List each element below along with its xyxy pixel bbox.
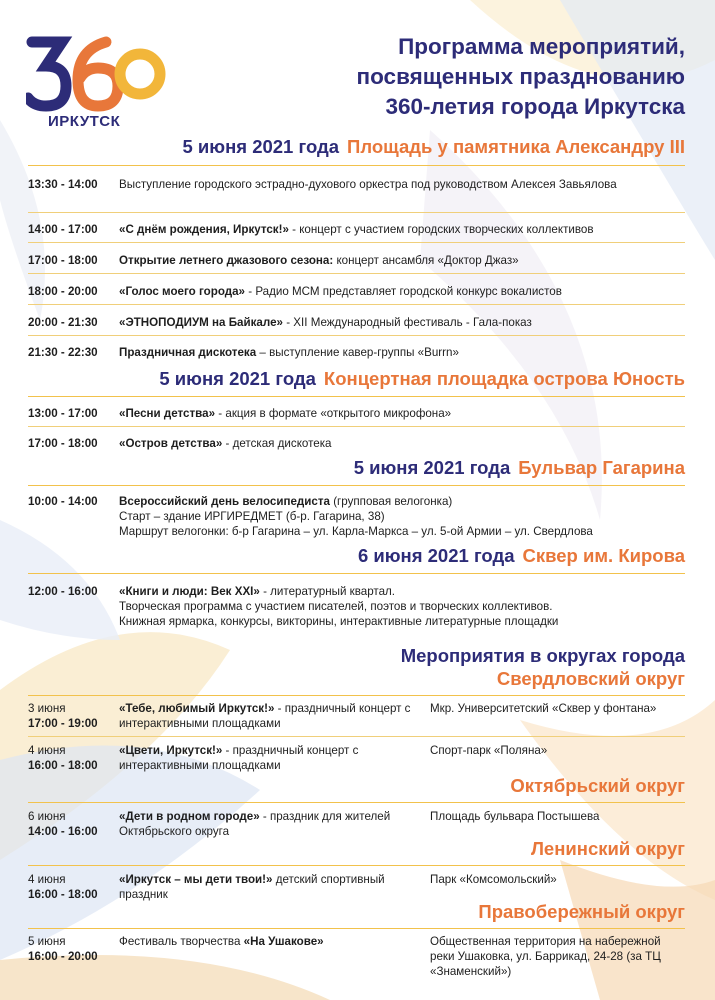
- event-time: 21:30 - 22:30: [28, 346, 98, 359]
- section-place: Бульвар Гагарина: [518, 457, 685, 478]
- event-line: Книжная ярмарка, конкурсы, викторины, интерактивные литературные площадки: [119, 615, 559, 628]
- event-description: [119, 315, 685, 330]
- event-time: 17:00 - 19:00: [28, 717, 98, 730]
- event-title: «Цвети, Иркутск!»: [119, 744, 223, 757]
- divider: [28, 695, 685, 696]
- section-date: 6 июня 2021 года: [357, 545, 515, 566]
- section-header-alexander: [182, 136, 685, 158]
- event-text: концерт ансамбля «Доктор Джаз»: [333, 254, 519, 267]
- section-place: Концертная площадка острова Юность: [323, 368, 685, 389]
- event-date: [28, 809, 116, 839]
- section-header-gagarin: [354, 457, 685, 479]
- event-text: – выступление кавер-группы «Burrn»: [256, 346, 459, 359]
- event-title: «Остров детства»: [119, 437, 223, 450]
- event-text: - литературный квартал.: [259, 585, 395, 598]
- event-place: Спорт-парк «Поляна»: [430, 744, 548, 757]
- divider: [28, 802, 685, 803]
- divider: [28, 573, 685, 574]
- event-date: [28, 934, 116, 964]
- divider: [28, 928, 685, 929]
- section-header-kirov: [358, 545, 685, 567]
- event-day: 6 июня: [28, 810, 66, 823]
- section-date: 5 июня 2021 года: [159, 368, 316, 389]
- event-text: (групповая велогонка): [329, 495, 453, 508]
- event-line: Маршрут велогонки: б-р Гагарина – ул. Карла-Маркса – ул. 5-ой Армии – ул. Свердлова: [119, 525, 593, 538]
- event-title: «На Ушакове»: [243, 935, 324, 948]
- event-description: [119, 584, 685, 629]
- divider: [28, 165, 685, 166]
- district-name-oktyabrsky: Октябрьский округ: [510, 775, 685, 796]
- event-title: «Песни детства»: [119, 407, 216, 420]
- divider: [28, 335, 685, 336]
- divider: [28, 485, 685, 486]
- section-date: 5 июня 2021 года: [353, 457, 511, 478]
- event-day: 4 июня: [28, 744, 66, 757]
- section-place: Сквер им. Кирова: [522, 545, 685, 566]
- logo-city: ИРКУТСК: [48, 113, 121, 130]
- event-title: Открытие летнего джазового сезона:: [119, 254, 334, 267]
- event-text: детский спортивный праздник: [119, 873, 385, 901]
- event-title: Всероссийский день велосипедиста: [119, 495, 330, 508]
- event-day: 3 июня: [28, 702, 66, 715]
- event-place: Парк «Комсомольский»: [430, 873, 557, 886]
- event-date: [28, 701, 116, 731]
- event-place: Площадь бульвара Постышева: [430, 810, 600, 823]
- event-time: 14:00 - 17:00: [28, 223, 98, 236]
- logo-number: 360: [26, 30, 28, 31]
- event-date: [28, 743, 116, 773]
- event-description: [119, 253, 685, 268]
- event-place: Общественная территория на набережной реки Ушаковка, ул. Баррикад, 24-28 (за ТЦ «Знаменский»): [430, 935, 661, 978]
- event-title: Праздничная дискотека: [119, 346, 257, 359]
- event-description: [119, 222, 685, 237]
- event-time: 12:00 - 16:00: [28, 585, 98, 598]
- title-line-1: Программа мероприятий,: [398, 34, 685, 59]
- section-place: Площадь у памятника Александру III: [347, 136, 685, 157]
- event-description: [119, 934, 431, 949]
- divider: [28, 212, 685, 213]
- event-text: - праздничный концерт с интерактивными площадками: [119, 702, 411, 730]
- event-time: 10:00 - 14:00: [28, 495, 98, 508]
- event-description: [119, 406, 685, 421]
- event-text: - праздник для жителей Октябрьского округа: [119, 810, 391, 838]
- event-day: 5 июня: [28, 935, 66, 948]
- event-place: Мкр. Университетский «Сквер у фонтана»: [430, 702, 657, 715]
- event-description: [119, 436, 685, 451]
- event-description: [119, 494, 685, 539]
- page-title: [357, 32, 685, 122]
- event-description: [119, 872, 431, 902]
- divider: [28, 396, 685, 397]
- event-title: «Книги и люди: Век XXI»: [119, 585, 260, 598]
- event-text: - концерт с участием городских творческих коллективов: [288, 223, 594, 236]
- divider: [28, 426, 685, 427]
- event-time: 16:00 - 18:00: [28, 888, 98, 901]
- title-line-2: посвященных празднованию: [356, 64, 685, 89]
- event-time: 16:00 - 18:00: [28, 759, 98, 772]
- event-title: «С днём рождения, Иркутск!»: [119, 223, 289, 236]
- event-description: [119, 345, 685, 360]
- event-text: - акция в формате «открытого микрофона»: [215, 407, 452, 420]
- event-text: - праздничный концерт с интерактивными площадками: [119, 744, 359, 772]
- event-title: «Тебе, любимый Иркутск!»: [119, 702, 275, 715]
- event-time: 17:00 - 18:00: [28, 254, 98, 267]
- section-date: 5 июня 2021 года: [182, 136, 340, 157]
- divider: [28, 273, 685, 274]
- event-time: 14:00 - 16:00: [28, 825, 98, 838]
- title-line-3: 360-летия города Иркутска: [385, 94, 685, 119]
- event-time: 18:00 - 20:00: [28, 285, 98, 298]
- event-text: - XII Международный фестиваль - Гала-показ: [283, 316, 532, 329]
- event-title: «ЭТНОПОДИУМ на Байкале»: [119, 316, 283, 329]
- event-text: - детская дискотека: [222, 437, 332, 450]
- divider: [28, 242, 685, 243]
- event-line: Творческая программа с участием писателей, поэтов и творческих коллективов.: [119, 600, 553, 613]
- event-time: 13:30 - 14:00: [28, 178, 98, 191]
- event-line: Старт – здание ИРГИРЕДМЕТ (б-р. Гагарина, 38): [119, 510, 385, 523]
- event-date: [28, 872, 116, 902]
- event-description: [119, 701, 431, 731]
- divider: [28, 865, 685, 866]
- event-title: «Иркутск – мы дети твои!»: [119, 873, 273, 886]
- event-description: [119, 743, 431, 773]
- district-name-sverdlovsky: Свердловский округ: [496, 668, 685, 689]
- district-name-pravoberezhny: Правобережный округ: [478, 901, 685, 922]
- event-description: [119, 284, 685, 299]
- event-title: «Голос моего города»: [119, 285, 246, 298]
- section-header-yunost: [159, 368, 685, 390]
- event-time: 16:00 - 20:00: [28, 950, 98, 963]
- event-time: 20:00 - 21:30: [28, 316, 98, 329]
- event-time: 13:00 - 17:00: [28, 407, 98, 420]
- event-text: - Радио МСМ представляет городской конкурс вокалистов: [245, 285, 562, 298]
- event-description: [119, 177, 685, 192]
- districts-heading: Мероприятия в округах города: [400, 645, 685, 666]
- divider: [28, 736, 685, 737]
- event-time: 17:00 - 18:00: [28, 437, 98, 450]
- event-text: Фестиваль творчества: [119, 935, 244, 948]
- district-name-leninsky: Ленинский округ: [530, 838, 685, 859]
- event-day: 4 июня: [28, 873, 66, 886]
- event-title: «Дети в родном городе»: [119, 810, 260, 823]
- event-description: [119, 809, 431, 839]
- divider: [28, 304, 685, 305]
- event-text: Выступление городского эстрадно-духового оркестра под руководством Алексея Завьялова: [119, 178, 617, 191]
